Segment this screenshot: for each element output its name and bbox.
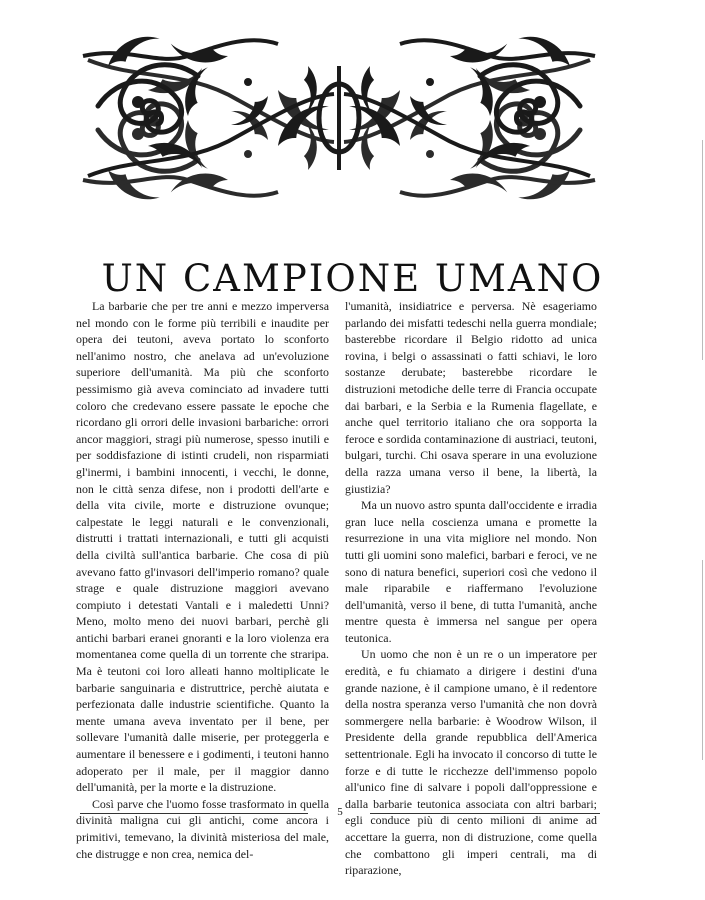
paragraph: La barbarie che per tre anni e mezzo imperversa nel mondo con le forme più terribili e inaudite per opera dei teutoni, aveva portato lo sconforto nell'animo nostro, che anelava ad un'evoluzione superiore dell'umanità. Ma più che sconforto pessimismo già aveva cominciato ad invadere tutti coloro che credevano essere passate le epoche che ricordano gli orrori delle invasioni barbariche: orrori ancor maggiori, stragi più numerose, spesso inutili e per soddisfazione di istinti crudeli, non risparmiati gl'inermi, i bambini innocenti, i vecchi, le donne, non le città senza difese, non i prodotti dell'arte e della vita civile, morte e distruzione ovunque; calpestate le leggi naturali e le convenzionali, distrutti i trattati internazionali, e tutti gli acquisti della civiltà sull'antica barbarie. Che cosa di più avevano fatto gl'invasori dell'imperio romano? quale strage e quale distruzione maggiori avevano compiuto i detestati Vantali e i maledetti Unni? Meno, molto meno dei nuovi barbari, perchè gli antichi barbari eranei gnoranti e la loro violenza era momentanea come quella di un torrente che straripa. Ma è teutoni coi loro alleati hanno moltiplicate le barbarie sanguinaria e distruttrice, perchè aiutata e perfezionata dalle industrie scientifiche. Quanto la mente umana aveva inventato per il bene, per sollevare l'umanità dalle miserie, per proteggerla e aumentare il benessere e i godimenti, i teutoni hanno adoperato per il male, per il maggior danno dell'umanità, per la morte e la distruzione. bbox=[76, 299, 329, 795]
floral-ornament-icon bbox=[78, 36, 600, 200]
paragraph: l'umanità, insidiatrice e perversa. Nè esageriamo parlando dei misfatti tedeschi nella guerra mondiale; basterebbe ricordare il Belgio ridotto ad unica rovina, i belgi o assassinati o fatti schiavi, le loro sostanze derubate; basterebbe ricordare le distruzioni metodiche delle terre di Francia occupate dai barbari, e la Serbia e la Rumenia flagellate, e anche quel territorio italiano che ora sopporta la feroce e sordida contaminazione di austriaci, teutoni, bulgari, turchi. Chi osava sperare in una evoluzione della razza umana verso il bene, la libertà, la giustizia? bbox=[345, 299, 597, 496]
right-column bbox=[345, 298, 597, 879]
left-column bbox=[76, 298, 329, 862]
scan-edge-mark bbox=[702, 560, 703, 760]
footer-rule-left bbox=[80, 813, 308, 814]
page-footer bbox=[80, 806, 600, 820]
footer-rule-right bbox=[370, 813, 600, 814]
page-number: 5 bbox=[337, 806, 343, 818]
article-title: UN CAMPIONE UMANO bbox=[101, 256, 604, 300]
paragraph: Così parve che l'uomo fosse trasformato in quella divinità maligna cui gli antichi, come ancora i primitivi, temevano, la divinità misteriosa del male, che distrugge e non crea, nemica del- bbox=[76, 796, 329, 861]
scan-edge-mark bbox=[702, 140, 703, 360]
paragraph: Ma un nuovo astro spunta dall'occidente e irradia gran luce nella coscienza umana e promette la resurrezione in una vita migliore nel mondo. Non tutti gli uomini sono malefici, barbari e feroci, ve ne sono di natura benefici, superiori così che vedono il male riparabile e riaffermano l'evoluzione dell'umanità, verso il bene, di tutta l'umanità, anche mentre questa è immersa nel sangue per opera teutonica. bbox=[345, 498, 597, 645]
paragraph: Un uomo che non è un re o un imperatore per eredità, e fu chiamato a dirigere i destini d'una grande nazione, è il campione umano, è il redentore della nostra speranza verso l'umanità che non dovrà sommergere nella barbarie: è Woodrow Wilson, il Presidente della grande repubblica dell'America settentrionale. Egli ha invocato il concorso di tutte le forze e di tutte le ricchezze dell'immenso popolo all'unico fine di salvare i popoli dall'oppressione e dalla barbarie teutonica associata con altri barbari; egli conduce più di cento milioni di anime ad accettare la guerra, non di distruzione, come quella che combattono gli imperi centrali, ma di riparazione, bbox=[345, 647, 597, 878]
